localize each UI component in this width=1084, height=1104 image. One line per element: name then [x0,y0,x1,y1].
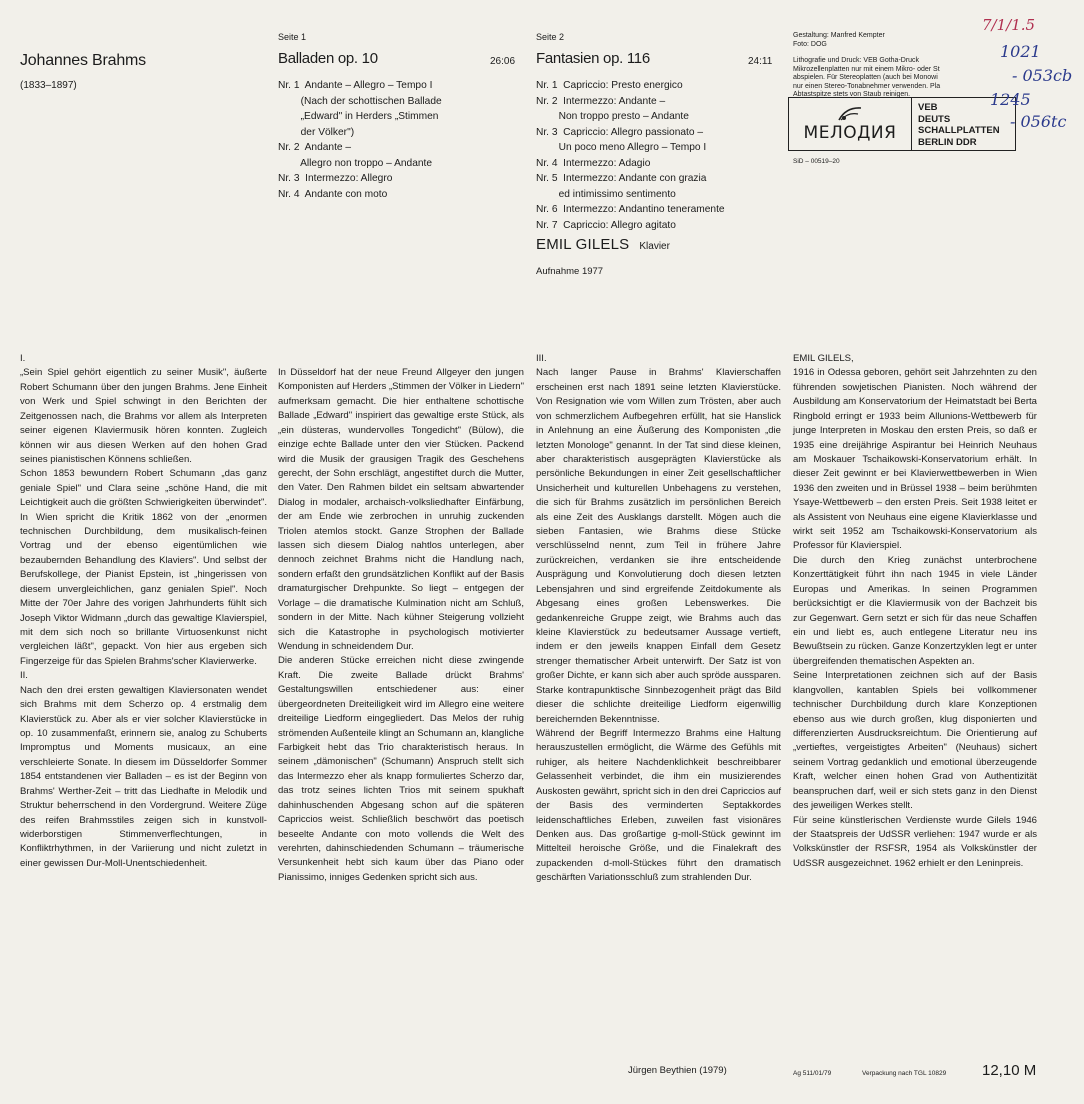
credit-line: abspielen. Für Stereoplatten (auch bei Monowi [793,74,938,81]
essay-signature: Jürgen Beythien (1979) [628,1065,727,1076]
track-line: (Nach der schottischen Ballade [278,95,442,107]
price: 12,10 M [982,1062,1037,1079]
melodiya-emblem-icon [836,105,864,123]
section-heading: III. [536,353,547,364]
essay-paragraph: „Sein Spiel gehört eigentlich zu seiner Musik", äußerte Robert Schumann über den jungen Brahms. Jene Einheit von Werk und Spiel schwingt in den Berichten der Zeitgenossen nach, die Brahms vor allem als Interpreten seiner eigenen Klaviermusik hören konnten. Zugleich können wir aus diesen Werken auf den hohen Grad seines pianistischen Könnens schließen. [20,367,267,465]
veb-line: BERLIN DDR [918,136,977,148]
track-line: Nr. 4 Andante con moto [278,188,388,200]
section-heading: EMIL GILELS, [793,353,854,364]
essay-paragraph: Nach langer Pause in Brahms' Klavierschaffen erscheinen erst nach 1891 seine letzten Klavierstücke. Von Resignation wie vom Willen zum Trösten, aber auch von schmerzlichem Aufbegehren erfüllt, hat sie Hanslick in Anlehnung an eine Äußerung des Komponisten „die letzten Monologe" genannt. In der Tat sind diese kleinen, aber charakteristisch ausgeprägten Klavierstücke als persönliche Bekundungen in einer Zeit gesellschaftlicher Unsicherheit und kulturellen Unbehagens zu verstehen, die sich für Brahms zusätzlich im persönlichen Bereich als eine Zeit des Ausklangs darstellt. Mögen auch die sieben Fantasien, wie Brahms diese Stücke verschlüsselnd nennt, zum Teil in frühere Jahre zurückreichen, verdanken sie ihre entscheidende Ausprägung und Konvolutierung doch diesen letzten Lebensjahren und sind ergreifende Zeitdokumente als Abgesang eines großen Lebenswerkes. Die gedankenreiche Gruppe zeigt, wie Brahms auch das kleine Klavierstück zu bedeutsamer Aussage vertieft, indem er den jeweils knappen Einfall dem Gesetz strenger thematischer Arbeit unterwirft. Der Satz ist von großer Dichte, er kann sich aber auch spröde aussparen. Starke kontrapunktische Sinnbezogenheit prägt das Bild dieser die schlichte dreiteilige Liedform eigenwillig bereichernden Bekenntnisse. [536,367,781,725]
credit-line: Mikrozellenplatten nur mit einem Mikro- oder St [793,65,940,73]
credit-line: Abtastspitze stets von Staub reinigen. [793,91,911,98]
essay-paragraph: Die durch den Krieg zunächst unterbrochene Konzerttätigkeit führt ihn nach 1945 in viele Länder Europas und Amerikas. In seinen Programmen berücksichtigt er die Klaviermusik von der Bachzeit bis zur Gegenwart. Gern setzt er sich für das neue Schaffen ein und liebt es, auch entlegene Literatur neu ins Bewußtsein zu rücken. Ganze Konzertzyklen legt er unter übergreifenden thematischen Aspekten an. [793,554,1037,667]
track-line: Nr. 5 Intermezzo: Andante con grazia [536,173,707,184]
side2-duration: 24:11 [748,56,773,67]
track-line: Nr. 1 Andante – Allegro – Tempo I [278,80,433,91]
credit-line: nur einen Stereo-Tonabnehmer verwenden. Pla [793,82,941,90]
track-line: Nr. 2 Andante – [278,142,352,153]
credit-line: Foto: DOG [793,40,827,48]
essay-paragraph: Für seine künstlerischen Verdienste wurde Gilels 1946 der Staatspreis der UdSSR verliehen: 1947 wurde er als Volkskünstler der RSFSR, 1954 als Volkskünstler der UdSSR ausgezeichnet. 1962 erhielt er den Leninpreis. [793,814,1037,869]
handwritten-note: 7/1/1.5 [982,16,1036,34]
side1-title: Balladen op. 10 [278,50,378,67]
track-line: Nr. 4 Intermezzo: Adagio [536,157,651,169]
track-line: Allegro non troppo – Andante [278,157,433,169]
catalog-number: SiD – 00519–20 [793,158,840,165]
melodiya-wordmark: МЕЛОДИЯ [803,123,897,143]
section-heading: I. [20,353,26,364]
essay-column-3 [536,352,781,886]
handwritten-note: 1245 [990,90,1031,109]
handwritten-note: 1021 [1000,42,1041,61]
artist-instrument: Klavier [639,241,670,252]
artist-block [536,236,670,253]
veb-line: VEB [918,102,938,113]
essay-paragraph: Schon 1853 bewundern Robert Schumann „das ganz geniale Spiel" und Clara seine „schöne Hand, die mit Leichtigkeit auch die größten Schwierigkeiten überwindet". In Wien spricht die Kritik 1862 von der „enormen technischen Durchbildung, dem musikalisch-feinen Vortrag und der ebenso eigentümlichen wie bezaubernden Behandlung des Klaviers". Und selbst der Berufskollege, der Pianist Epstein, ist „hingerissen von diesem unvergleichlichen, ganz genialen Spiel". Noch Mitte der 70er Jahre des vorigen Jahrhunderts fühlt sich Joseph Viktor Widmann „durch das gewaltige Klavierspiel, mit dem sich noch so brillante Virtuosenkunst nicht vergleichen läßt", gepackt. Von hier aus ergeben sich Fingerzeige für das Spielen Brahms'scher Klavierwerke. [20,468,267,667]
credits-block [793,32,993,100]
side2-tracklist [536,78,786,233]
print-code: Ag 511/01/79 [793,1070,832,1077]
track-line: Nr. 1 Capriccio: Presto energico [536,80,683,91]
credit-line: Lithografie und Druck: VEB Gotha-Druck [793,57,920,64]
composer-years: (1833–1897) [20,80,77,91]
side1-tracklist [278,78,528,202]
side1-duration: 26:06 [490,56,516,67]
side2-title: Fantasien op. 116 [536,50,650,67]
track-line: Non troppo presto – Andante [536,111,689,122]
veb-line: DEUTS [918,113,951,125]
composer-name: Johannes Brahms [20,52,146,69]
essay-paragraph: Die anderen Stücke erreichen nicht diese zwingende Kraft. Die zweite Ballade drückt Brahms' Gestaltungswillen entschiedener aus: einer übergeordneten Dreiteiligkeit wird im Allegro eine weitere dreiteilige Liedform eingegliedert. Das Melos der ruhig strömenden Außenteile klingt an Schumann an, klangliche Farbigkeit hebt das Trio charakteristisch heraus. In seinem „dämonischen" (Schumann) Anspruch stellt sich das Intermezzo eher als knapp formuliertes Scherzo dar, das trotz seines lichten Trios mit seinem spukhaft dahinhuschenden Abgesang schon auf die späteren Capriccios weist. Schließlich beschwört das poetisch beseelte Andante con moto vollends die Welt des verehrten, dahinschiedenden Schumann – träumerische Versunkenheit hebt sich kaum über das Piano oder Pianissimo, inniges Gedenken spricht sich aus. [278,655,524,883]
track-line: der Völker") [278,126,355,138]
artist-name: EMIL GILELS [536,236,630,253]
melodiya-logo [789,98,912,150]
track-line: Nr. 2 Intermezzo: Andante – [536,95,666,107]
handwritten-note: - 053cb [1012,66,1073,85]
essay-paragraph: 1916 in Odessa geboren, gehört seit Jahrzehnten zu den führenden sowjetischen Pianisten. Noch während der Ausbildung am Konservatorium der Heimatstadt bei Berta Ringbold erringt er 1933 beim Allunions-Wettbewerb für junge Interpreten in Moskau den ersten Preis, so daß er 1935 eine dreijährige Aspirantur bei Heinrich Neuhaus am Moskauer Tschaikowski-Konservatorium erhält. In dieser Zeit gewinnt er bei Klavierwettbewerben in Wien 1936 den zweiten und in Brüssel 1938 – beim berühmten Ysaye-Wettbewerb – den ersten Preis. Seit 1938 leitet er als Assistent von Neuhaus eine eigene Klavierklasse und wirkt seit 1952 am Tschaikowski-Konservatorium als Professor für Klavierspiel. [793,367,1037,552]
track-line: „Edward" in Herders „Stimmen [278,111,439,122]
packaging-note: Verpackung nach TGL 10829 [862,1070,947,1077]
record-label-box [788,97,1016,151]
side2-label: Seite 2 [536,32,565,42]
essay-paragraph: Nach den drei ersten gewaltigen Klaviersonaten wendet sich Brahms mit dem Scherzo op. 4 erstmalig dem Klavierstück zu. Aber als er vier solcher Klavierstücke in op. 10 zusammenfaßt, erinnern sie, analog zu Schuberts Impromptus und Moments musicaux, an eine verschleierte Sonate. In diesem im Düsseldorfer Sommer 1854 entstandenen vier Balladen – es ist der Beginn von Brahms' Werther-Zeit – tritt das Liedhafte in Melodik und Struktur beherrschend in den Vordergrund. Weitere Züge des reifen Brahmsstiles zeigen sich in kunstvoll-widerborstigen Stimmenverflechtungen, in Konfliktrhythmen, in der Variierung und nicht zuletzt in einer gewissen Dur-Moll-Unentschiedenheit. [20,684,267,869]
track-line: Nr. 3 Intermezzo: Allegro [278,173,393,184]
essay-column-1 [20,352,267,871]
side1-label: Seite 1 [278,32,307,42]
track-line: Nr. 7 Capriccio: Allegro agitato [536,219,676,231]
track-line: ed intimissimo sentimento [536,188,676,200]
essay-paragraph: Während der Begriff Intermezzo Brahms eine Haltung herauszustellen ermöglicht, die Wärme des Gefühls mit ruhiger, als heitere Nachdenklichkeit beschreibbarer Gelassenheit verbindet, die ihm ein musizierendes Auskosten gewährt, spricht sich in den drei Capriccios auf der Basis des verminderten Septakkordes leidenschaftliches Erleben, zuweilen fast visionäres Denken aus. Das großartige g-moll-Stück gewinnt im Mittelteil heroische Größe, und die Finalekraft des zupackenden d-moll-Stückes führt den dramatisch geschärften Variationsschluß zum strahlenden Dur. [536,727,781,884]
track-line: Nr. 3 Capriccio: Allegro passionato – [536,126,704,138]
credit-line: Gestaltung: Manfred Kempter [793,32,885,39]
handwritten-note: - 056tc [1010,112,1067,131]
track-line: Nr. 6 Intermezzo: Andantino teneramente [536,204,725,215]
veb-line: SCHALLPLATTEN [918,125,1000,136]
essay-column-2 [278,366,524,885]
essay-column-4 [793,352,1037,871]
track-line: Un poco meno Allegro – Tempo I [536,142,707,153]
essay-paragraph: In Düsseldorf hat der neue Freund Allgeyer den jungen Komponisten auf Herders „Stimmen der Völker in Liedern" aufmerksam gemacht. Die hier enthaltene schottische Ballade „Edward" inspiriert das gewaltige erste Stück, als „ein düsteras, wundervolles Tongedicht" (Bülow), die einzige echte Ballade unter den vier Stücken. Packend wird die Musik der grausigen Tragik des Geschehens gerecht, der Sohn erschlägt, angestiftet durch die Mutter, den Vater. Den Rahmen bildet ein seltsam abwartender Dialog in modaler, archaisch-volksliedhafter Einfärbung, der am Ende wie zerbrochen in unruhig zuckenden Triolen atemlos stockt. Ganze Strophen der Ballade lassen sich diesem Dialog nahtlos unterlegen, aber dennoch zeichnet Brahms nicht die Handlung nach, sondern erfaßt den grundsätzlichen Konflikt auf der Basis dramaturgischer Drehpunkte. So liegt – entgegen der Vorlage – die dramatische Kulmination nicht am Schluß, sondern in der Mitte. Nach kühner Steigerung vollzieht sich die Katastrophe in psychologisch motivierter Wendung in schneidendem Dur. [278,367,524,653]
essay-paragraph: Seine Interpretationen zeichnen sich auf der Basis klangvollen, kantablen Spiels bei vollkommener technischer Durchbildung durch klare Konzeptionen ebenso aus wie durch großen, klug disponierten und differenzierten Ausdrucksreichtum. Die Orientierung auf „vertieftes, vergeistigtes Arbeiten" (Neuhaus) sichert seinem Vortrag gedanklich und emotional überzeugende Kraft, welcher einen hohen Grad von Authentizität beanspruchen darf, weil er sich stets ganz in den Dienst des jeweiligen Werkes stellt. [793,670,1037,812]
section-heading: II. [20,670,28,682]
recording-year: Aufnahme 1977 [536,266,604,277]
